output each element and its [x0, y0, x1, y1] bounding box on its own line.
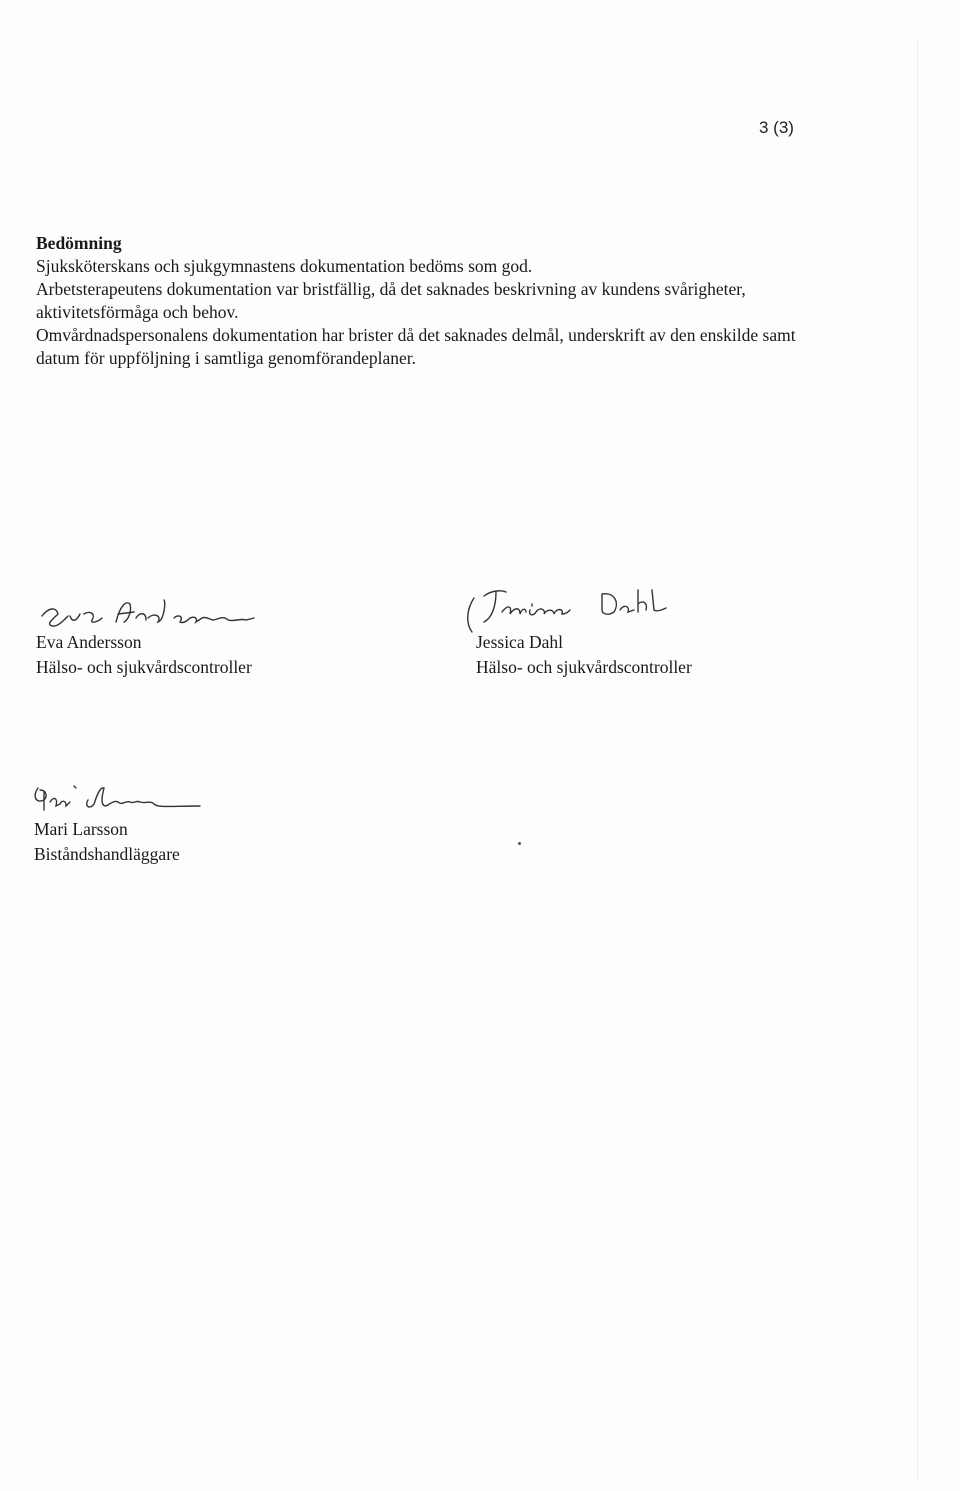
signatory-name: Jessica Dahl [476, 632, 563, 652]
signatory-name: Eva Andersson [36, 632, 142, 652]
assessment-paragraph: Arbetsterapeutens dokumentation var bristfällig, då det saknades beskrivning av kundens svårigheter, aktivitetsförmåga och behov. [36, 279, 746, 322]
signatory-role: Hälso- och sjukvårdscontroller [36, 657, 252, 677]
scan-margin-line [917, 40, 918, 1480]
assessment-paragraph: Sjuksköterskans och sjukgymnastens dokumentation bedöms som god. [36, 256, 533, 276]
signatory-name: Mari Larsson [34, 819, 128, 839]
signatory-block-1 [36, 630, 252, 680]
signatory-role: Biståndshandläggare [34, 844, 180, 864]
signatory-block-3 [34, 817, 180, 867]
signatory-role: Hälso- och sjukvårdscontroller [476, 657, 692, 677]
assessment-paragraph: Omvårdnadspersonalens dokumentation har brister då det saknades delmål, underskrift av den enskilde samt datum för uppföljning i samtliga genomförandeplaner. [36, 325, 796, 368]
assessment-section [36, 232, 816, 370]
scan-speck [518, 842, 521, 845]
handwritten-signature [38, 594, 268, 634]
page-number: 3 (3) [759, 118, 794, 137]
signatory-block-2 [476, 630, 692, 680]
assessment-heading: Bedömning [36, 233, 122, 253]
handwritten-signature [30, 778, 210, 818]
